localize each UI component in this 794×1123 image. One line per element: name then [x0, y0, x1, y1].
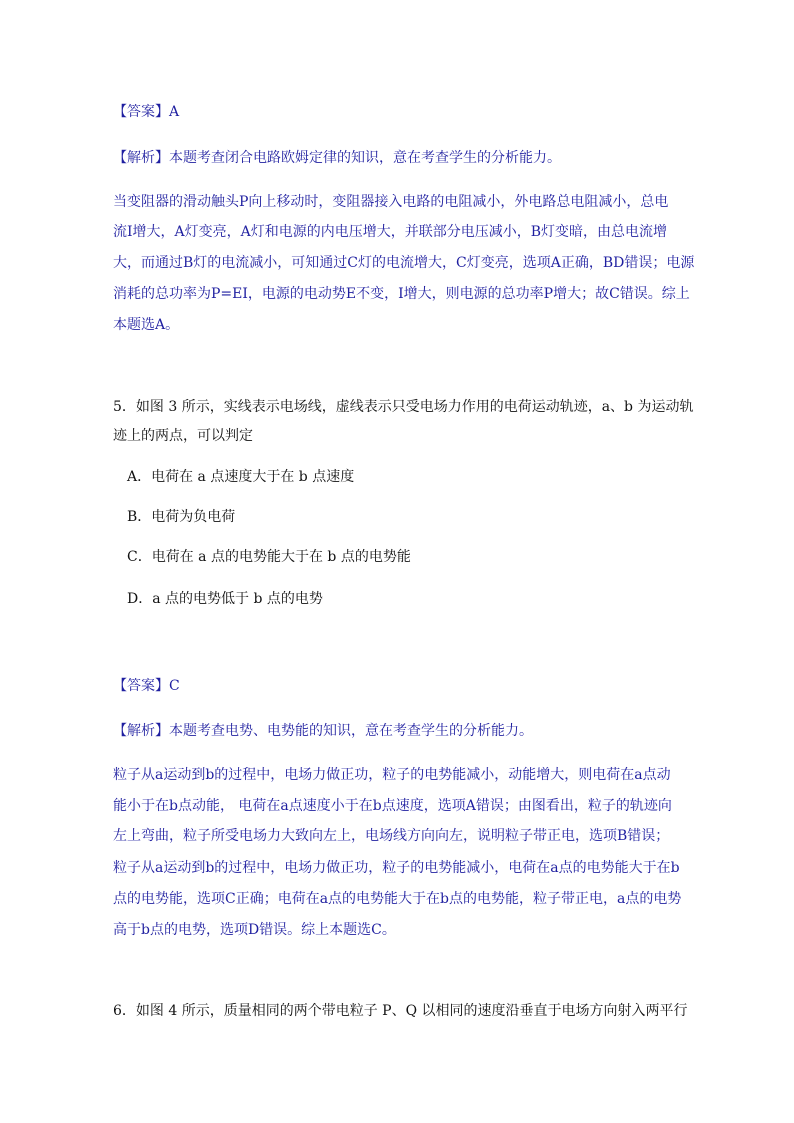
q6-stem-line-1: 6．如图 4 所示，质量相同的两个带电粒子 P、Q 以相同的速度沿垂直于电场方向射入两平行 — [113, 1003, 688, 1019]
q5-analysis-heading: 【解析】本题考查电势、电势能的知识，意在考查学生的分析能力。 — [113, 723, 533, 739]
q5-explanation-line-5: 点的电势能，选项C正确；电荷在a点的电势能大于在b点的电势能，粒子带正电，a点的电势 — [113, 891, 682, 907]
q5-answer-line: 【答案】C — [113, 678, 180, 694]
q4-explanation-line-2: 流I增大，A灯变亮，A灯和电源的内电压增大，并联部分电压减小，B灯变暗，由总电流增 — [113, 224, 668, 240]
q4-explanation-line-1: 当变阻器的滑动触头P向上移动时，变阻器接入电路的电阻减小，外电路总电阻减小，总电 — [113, 194, 669, 210]
q5-explanation-line-3: 左上弯曲，粒子所受电场力大致向左上，电场线方向向左，说明粒子带正电，选项B错误； — [113, 828, 670, 844]
q5-option-a: A．电荷在 a 点速度大于在 b 点速度 — [127, 469, 355, 485]
q4-analysis-heading: 【解析】本题考查闭合电路欧姆定律的知识，意在考查学生的分析能力。 — [113, 150, 561, 166]
q4-explanation-line-3: 大，而通过B灯的电流减小，可知通过C灯的电流增大，C灯变亮，选项A正确，BD错误；电源 — [113, 255, 695, 271]
q5-explanation-line-6: 高于b点的电势，选项D错误。综上本题选C。 — [113, 922, 396, 938]
q5-option-b: B．电荷为负电荷 — [127, 509, 236, 525]
q5-explanation-line-1: 粒子从a运动到b的过程中，电场力做正功，粒子的电势能减小，动能增大，则电荷在a点动 — [113, 767, 671, 783]
q5-explanation-line-4: 粒子从a运动到b的过程中，电场力做正功，粒子的电势能减小，电荷在a点的电势能大于在b — [113, 860, 680, 876]
q5-stem-line-2: 迹上的两点，可以判定 — [113, 428, 253, 444]
q5-option-c: C．电荷在 a 点的电势能大于在 b 点的电势能 — [127, 549, 411, 565]
q4-explanation-line-5: 本题选A。 — [113, 317, 180, 333]
q4-answer-line: 【答案】A — [113, 104, 180, 120]
q5-explanation-line-2: 能小于在b点动能， 电荷在a点速度小于在b点速度，选项A错误；由图看出，粒子的轨迹向 — [113, 798, 672, 814]
q5-option-d: D．a 点的电势低于 b 点的电势 — [127, 591, 323, 607]
q5-stem-line-1: 5．如图 3 所示，实线表示电场线，虚线表示只受电场力作用的电荷运动轨迹，a、b 为运动轨 — [113, 399, 694, 415]
q4-explanation-line-4: 消耗的总功率为P=EI，电源的电动势E不变，I增大，则电源的总功率P增大；故C错误。综上 — [113, 286, 690, 302]
